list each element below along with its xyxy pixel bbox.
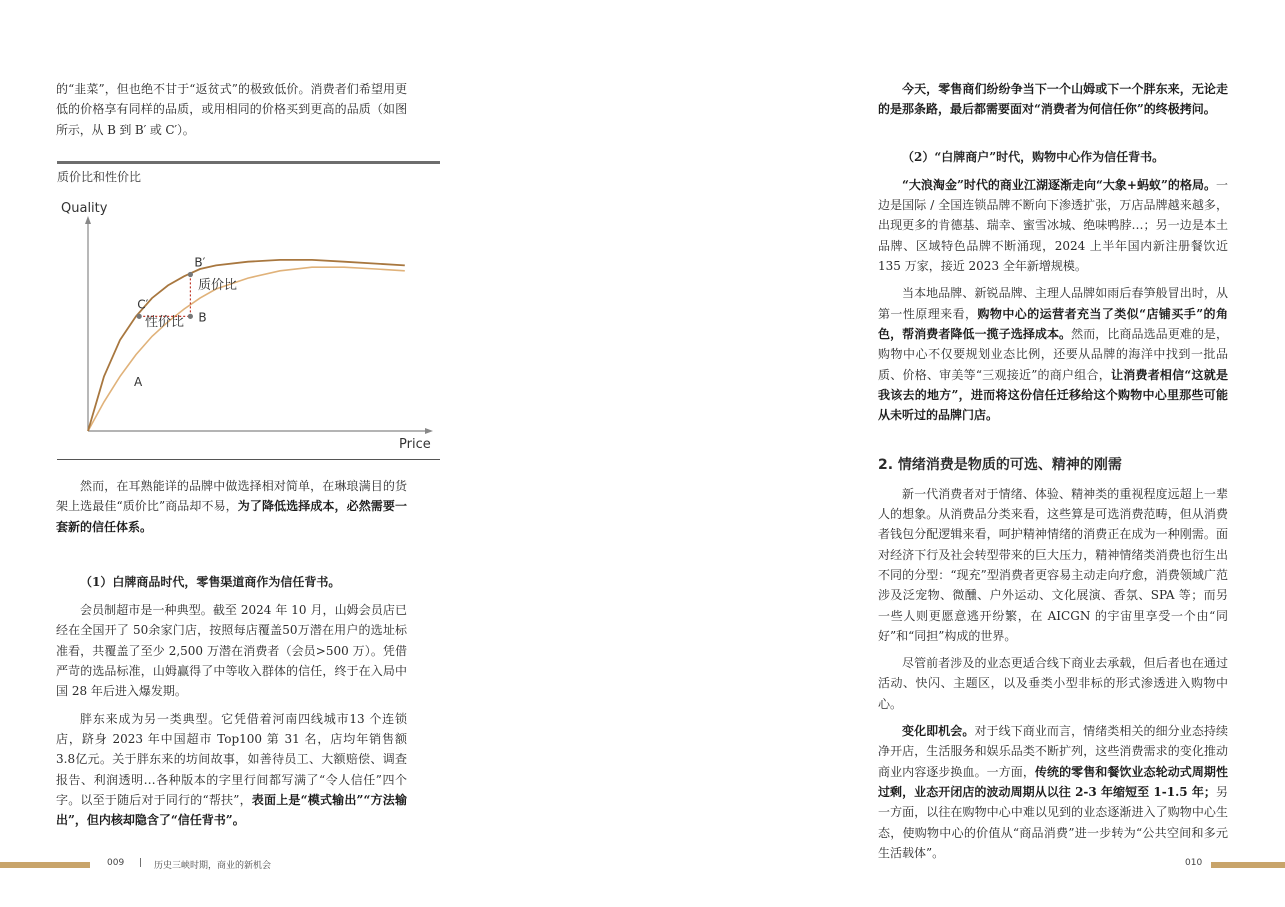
figure-top-rule [57,161,440,164]
bold-text: 表面上是“模式输出”“方法输出”，但内核却隐含了“信任背书”。 [56,792,407,828]
right-column [878,79,1228,863]
paragraph-text: 然而，比商品选品更难的是，购物中心不仅要规划业态比例，还要从品牌的海洋中找到一批品质、价格、审美等“三观接近”的商户组合， [878,326,1228,382]
chart-point-marker [188,272,193,277]
annotation-quality-price-ratio: 质价比 [198,278,238,293]
series-lower-line [88,267,405,431]
series-upper-line [88,260,405,431]
bold-text: 传统的零售和餐饮业态轮动式周期性过剩，业态开闭店的波动周期从以往 2-3 年缩短至 1-1.5 年； [878,764,1228,799]
running-title: 历史三峡时期，商业的新机会 [154,861,272,871]
paragraph-text: 当本地品牌、新锐品牌、主理人品牌如雨后春笋般冒出时，从第一性原理来看， [878,286,1228,321]
paragraph-text: 然而，在耳熟能详的品牌中做选择相对简单，在琳琅满目的货架上选最佳“质价比”商品却不易， [56,479,407,514]
figure-bottom-rule [57,459,440,460]
paragraph-sams-club: 会员制超市是一种典型。截至 2024 年 10 月，山姆会员店已经在全国开了 50余家门店，按照每店覆盖50万潜在用户的选址标准看，共覆盖了至少 2,500 万潜在消费者（会员>500 万）。凭借严苛的选品标准，山姆赢得了中等收入群体的信任，终于在入局中国 28 年后进入爆发期。 [56,603,407,699]
section-heading: 2. 情绪消费是物质的可选、精神的刚需 [878,457,1122,474]
paragraph-elephant-ant [878,175,1228,276]
paragraph-store-buyer [878,283,1228,425]
intro-paragraph: 的“韭菜”，但也绝不甘于“返贫式”的极致低价。消费者们希望用更低的价格享有同样的品质，或用相同的价格买到更高的品质（如图所示，从 B 到 B′ 或 C′）。 [56,82,407,137]
page-number-left: 009 [107,858,125,868]
paragraph-ultimate-question: 今天，零售商们纷纷争当下一个山姆或下一个胖东来，无论走的是那条路，最后都需要面对“消费者为何信任你”的终极拷问。 [878,82,1228,117]
bold-text: 购物中心的运营者充当了类似“店铺买手”的角色，帮消费者降低一揽子选择成本。 [878,306,1228,341]
bold-text: 变化即机会。 [902,724,975,739]
footer-separator: | [139,858,143,868]
quality-price-chart [56,190,441,455]
subheading-white-label-goods: （1）白牌商品时代，零售渠道商作为信任背书。 [80,574,341,589]
y-axis-label: Quality [61,201,108,216]
bold-text: 让消费者相信“这就是我该去的地方”，进而将这份信任迁移给这个购物中心里那些可能从未听过的品牌门店。 [878,367,1229,423]
paragraph-selection-cost [56,476,407,537]
chart-point-label: B [198,310,207,325]
chart-point-marker [137,314,142,319]
annotation-cost-performance-ratio: 性价比 [145,315,185,330]
paragraph-emotional-consumption: 新一代消费者对于情绪、体验、精神类的重视程度远超上一辈人的想象。从消费品分类来看，这些算是可选消费范畴，但从消费者钱包分配逻辑来看，呵护精神情绪的消费正在成为一种刚需。面对经济下行及社会转型带来的巨大压力，精神情绪类消费也衍生出不同的分型：“现充”型消费者更容易主动走向疗愈，消费领域广范涉及泛宠物、微醺、户外运动、文化展演、香氛、SPA 等；而另一些人则更愿意逃开纷繁，在 AICGN 的宇宙里享受一个由“同好”和“同担”构成的世界。 [878,486,1228,643]
footer-accent-bar-right [1211,862,1285,868]
subheading-shopping-center: （2）“白牌商户”时代，购物中心作为信任背书。 [902,149,1165,164]
bold-text: 为了降低选择成本，必然需要一套新的信任体系。 [56,499,407,534]
chart-point-label: A [134,374,143,389]
figure-caption: 质价比和性价比 [57,170,142,184]
paragraph-text: 胖东来成为另一类典型。它凭借着河南四线城市13 个连锁店，跻身 2023 年中国超市 Top100 第 31 名，店均年销售额 3.8亿元。关于胖东来的坊间故事，如善待员工、大额赔偿、调查报告、利润透明…各种版本的字里行间都写满了“令人信任”四个字。以至于随后对于同行的“帮扶”， [56,711,407,807]
y-axis-arrow [85,216,91,224]
chart-point-marker [188,314,193,319]
paragraph-text: 另一方面，以往在购物中心中难以见到的业态逐渐进入了购物中心生态，使购物中心的价值从“商品消费”进一步转为“公共空间和多元生活载体”。 [878,784,1228,860]
chart-point-label: B′ [194,255,206,270]
paragraph-pangdonglai [56,709,407,831]
page-number-right: 010 [1185,858,1203,868]
left-column [56,79,407,140]
paragraph-change-opportunity [878,721,1228,863]
x-axis-arrow [425,428,433,434]
bold-text: “大浪淘金”时代的商业江湖逐渐走向“大象+蚂蚁”的格局。 [902,177,1216,192]
footer-accent-bar-left [0,862,90,868]
paragraph-text: 一边是国际 / 全国连锁品牌不断向下渗透扩张，万店品牌越来越多，出现更多的肯德基、瑞幸、蜜雪冰城、绝味鸭脖…；另一边是本土品牌、区域特色品牌不断涌现，2024 上半年国内新注册餐饮近 135 万家，接近 2023 全年新增规模。 [878,177,1228,274]
chart-point-label: C′ [137,297,149,312]
paragraph-text: 对于线下商业而言，情绪类相关的细分业态持续净开店，生活服务和娱乐品类不断扩列，这些消费需求的变化推动商业内容逐步换血。一方面， [878,724,1228,779]
left-body [56,476,407,830]
x-axis-label: Price [399,437,431,452]
paragraph-offline-business: 尽管前者涉及的业态更适合线下商业去承载，但后者也在通过活动、快闪、主题区，以及垂类小型非标的形式渗透进入购物中心。 [878,656,1228,711]
